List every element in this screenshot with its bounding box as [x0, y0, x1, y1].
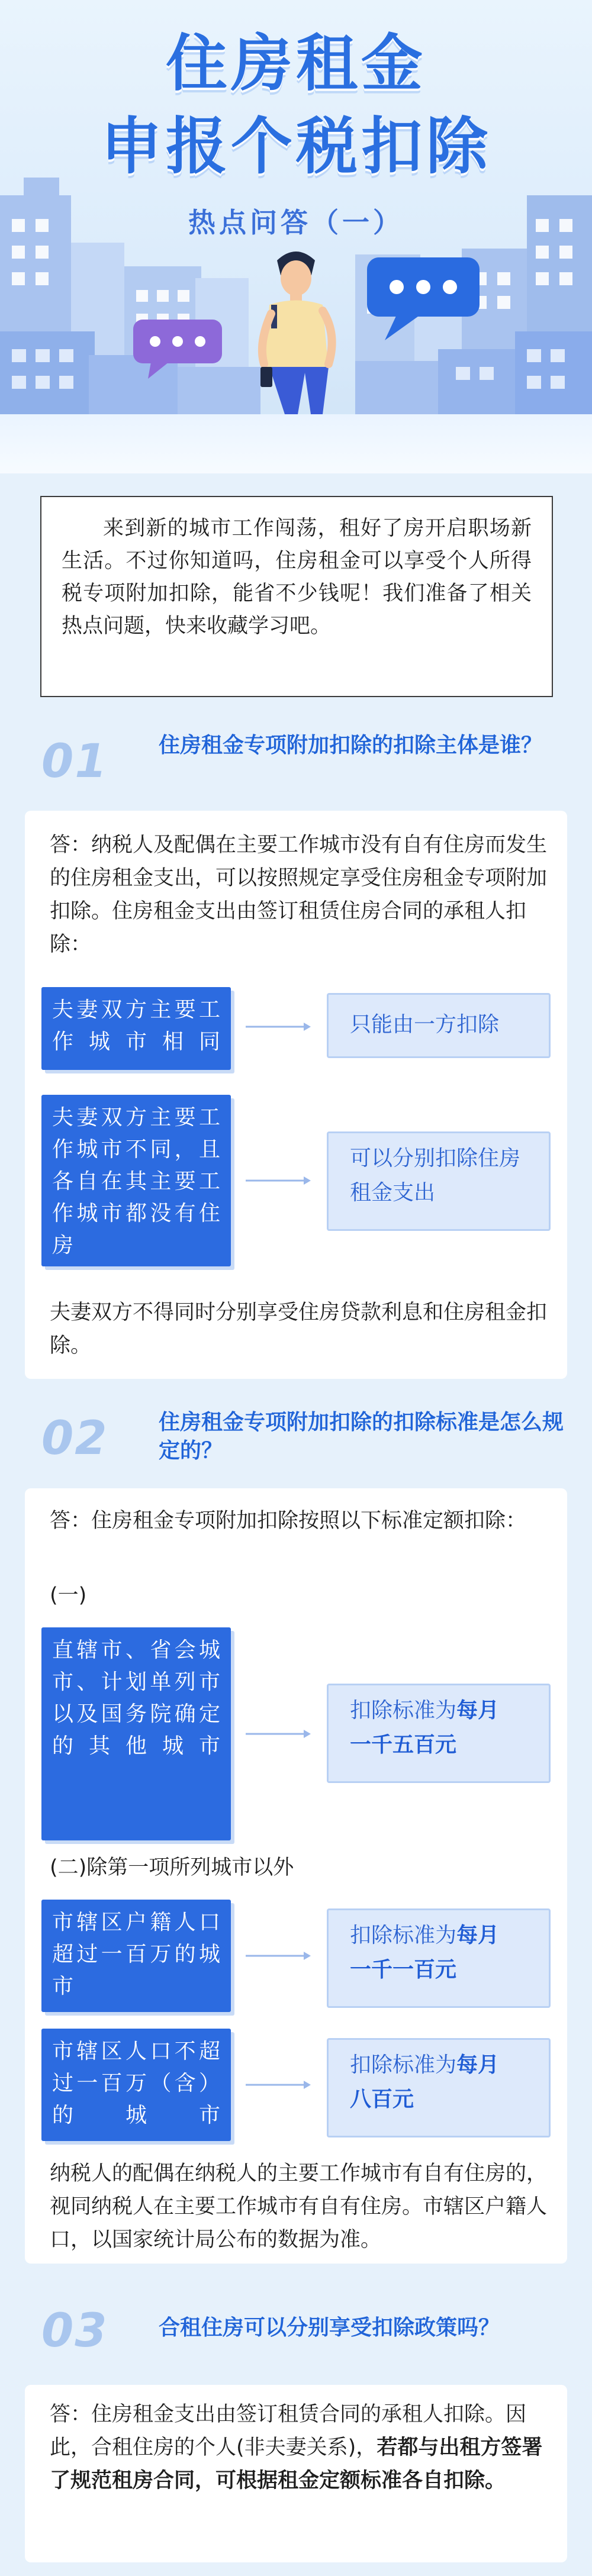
- section-title-q1: 住房租金专项附加扣除的扣除主体是谁？: [159, 733, 543, 757]
- answer-text-q1: 答：纳税人及配偶在主要工作城市没有自有住房而发生的住房租金支出，可以按照规定享受住房租金专项附加扣除。住房租金支出由签订租赁住房合同的承租人扣除：: [50, 833, 548, 956]
- standard-amount: 一千五百元: [350, 1733, 457, 1757]
- result-box-one-side: 只能由一方扣除: [327, 993, 551, 1058]
- answer-text-q2: 答：住房租金专项附加扣除按照以下标准定额扣除：: [50, 1509, 527, 1533]
- standard-amount: 一千一百元: [350, 1958, 457, 1982]
- tier-box-large-cities: 市辖区户籍人口超过一百万的城市: [41, 1900, 231, 2012]
- standard-prefix: 扣除标准为: [350, 1698, 457, 1723]
- answer-bold-text: 若都与出租方签署了规范租房合同，可根据租金定额标准各自扣除。: [50, 2436, 543, 2493]
- note-text-q2: 纳税人的配偶在纳税人的主要工作城市有自有住房的，视同纳税人在主要工作城市有自有住房。市辖区户籍人口，以国家统计局公布的数据为准。: [50, 2162, 548, 2252]
- standard-box-800: [327, 2038, 551, 2137]
- note-text-q1: 夫妻双方不得同时分别享受住房贷款利息和住房租金扣除。: [50, 1301, 548, 1358]
- list-label-second: (二)除第一项所列城市以外: [50, 1856, 294, 1879]
- section-number-01: 01: [41, 735, 108, 788]
- arrow-right-icon: [246, 2079, 311, 2091]
- result-box-separate: 可以分别扣除住房租金支出: [327, 1131, 551, 1231]
- standard-amount-label: 每月: [456, 1923, 500, 1948]
- standard-box-1500: [327, 1684, 551, 1783]
- hero-title-line1: 住房租金: [165, 27, 426, 99]
- section-number-02: 02: [41, 1412, 108, 1465]
- case-box-different-cities: 夫妻双方主要工作城市不同，且各自在其主要工作城市都没有住房: [41, 1095, 231, 1266]
- arrow-right-icon: [246, 1175, 311, 1187]
- hero-subtitle: 热点问答（一）: [188, 207, 404, 238]
- arrow-right-icon: [246, 1728, 311, 1740]
- standard-box-1100: [327, 1908, 551, 2008]
- answer-text-q3: [50, 2398, 547, 2497]
- standard-prefix: 扣除标准为: [350, 2053, 457, 2077]
- tier-box-major-cities: 直辖市、省会城市、计划单列市以及国务院确定的其他城市: [41, 1627, 231, 1840]
- tier-box-small-cities: 市辖区人口不超过一百万（含）的城市: [41, 2029, 231, 2141]
- standard-amount-label: 每月: [456, 1698, 500, 1723]
- arrow-right-icon: [246, 1021, 311, 1033]
- standard-prefix: 扣除标准为: [350, 1923, 457, 1948]
- hero-title-line2: 申报个税扣除: [100, 110, 491, 182]
- arrow-right-icon: [246, 1950, 311, 1962]
- answer-plain-text: 答：住房租金支出由签订租赁合同的承租人扣除。因此，合租住房的个人(非夫妻关系)，: [50, 2403, 527, 2459]
- hero-banner: [0, 0, 592, 473]
- case-box-same-city: 夫妻双方主要工作城市相同: [41, 987, 231, 1070]
- intro-paragraph: 来到新的城市工作闯荡，租好了房开启职场新生活。不过你知道吗，住房租金可以享受个人所得税专项附加扣除，能省不少钱呢！我们准备了相关热点问题，快来收藏学习吧。: [40, 496, 553, 697]
- standard-amount: 八百元: [350, 2087, 414, 2111]
- section-number-03: 03: [41, 2304, 108, 2358]
- section-title-q2: 住房租金专项附加扣除的扣除标准是怎么规定的？: [159, 1410, 564, 1463]
- section-title-q3: 合租住房可以分别享受扣除政策吗？: [159, 2316, 500, 2340]
- hero-ground: [0, 414, 592, 473]
- list-label-first: (一): [50, 1584, 87, 1607]
- standard-amount-label: 每月: [456, 2053, 500, 2077]
